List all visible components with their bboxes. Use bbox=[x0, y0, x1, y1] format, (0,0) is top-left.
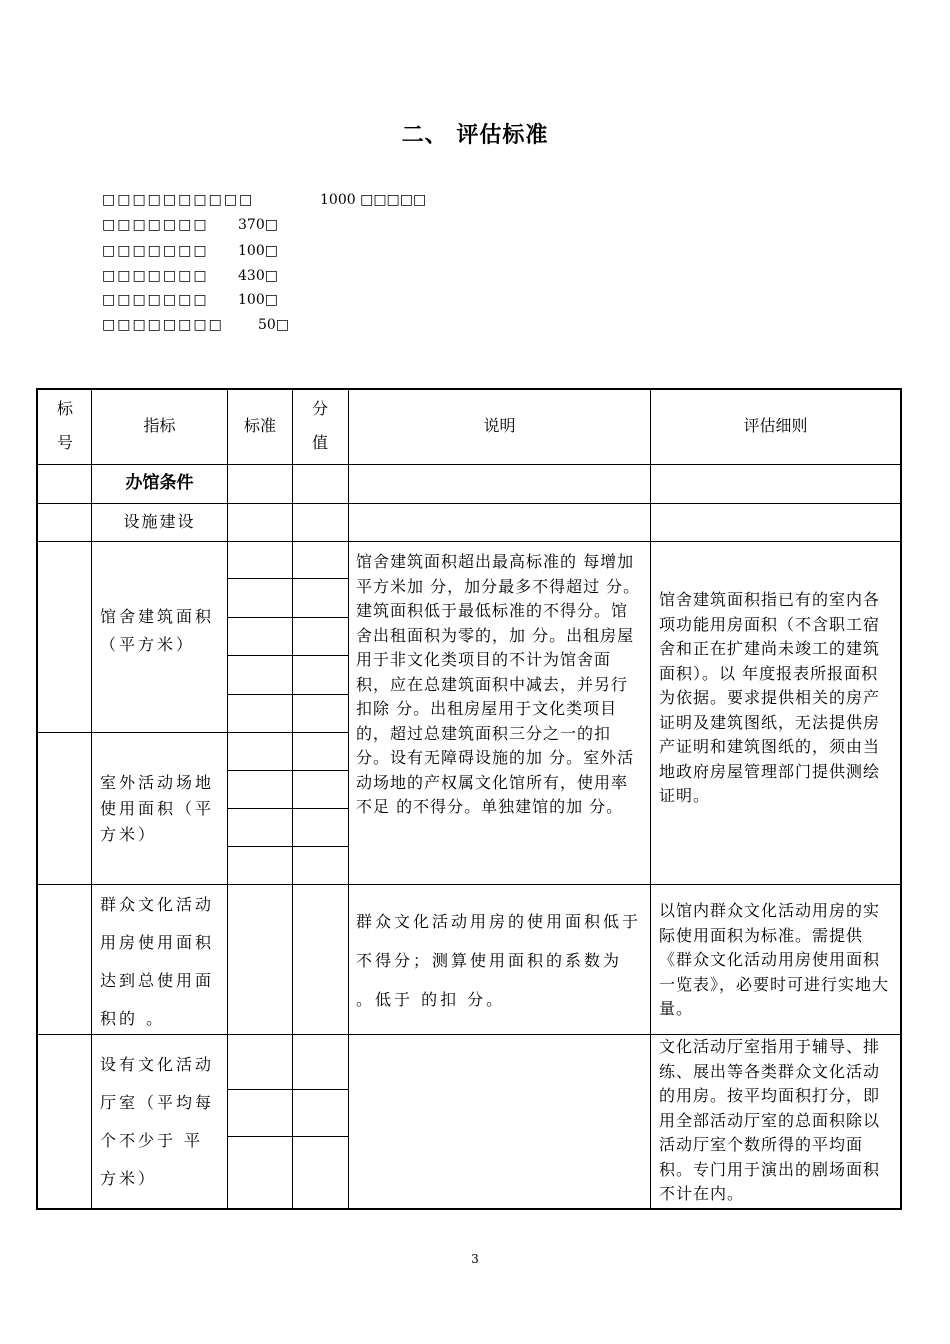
row-divider bbox=[36, 732, 348, 733]
row-divider bbox=[36, 464, 902, 465]
score-label: □□□□□□□ bbox=[102, 268, 209, 284]
header-standard: 标准 bbox=[243, 416, 276, 435]
indicator-mass-activity: 群众文化活动用房使用面积达到总使用面积的 。 bbox=[100, 895, 215, 1028]
header-rules: 评估细则 bbox=[743, 416, 808, 435]
header-score: 分值 bbox=[311, 399, 328, 452]
score-label: □□□□□□□ bbox=[102, 243, 209, 259]
indicator-activity-hall: 设有文化活动厅室（平均每个不少于 平方米） bbox=[100, 1055, 215, 1188]
section-title: 办馆条件 bbox=[125, 473, 194, 493]
indicator-building-area: 馆舍建筑面积（平方米） bbox=[100, 607, 215, 654]
table-border-right bbox=[900, 388, 902, 1210]
score-value: 370□ bbox=[238, 217, 278, 233]
row-divider bbox=[36, 884, 902, 885]
row-divider bbox=[36, 503, 902, 504]
rules-activity-hall: 文化活动厅室指用于辅导、排练、展出等各类群众文化活动的用房。按平均面积打分，即用全部活动厅室的总面积除以活动厅室个数所得的平均面积。专门用于演出的剧场面积不计在内。 bbox=[659, 1037, 881, 1203]
standard-subdivider bbox=[227, 578, 348, 579]
page-number: 3 bbox=[471, 1252, 479, 1266]
description-building: 馆舍建筑面积超出最高标准的 每增加 平方米加 分，加分最多不得超过 分。建筑面积低于最低标准的不得分。馆舍出租面积为零的，加 分。出租房屋用于非文化类项目的不计为馆舍面积，应在总建筑面积中减去，并另行扣除 分。出租房屋用于文化类项目的，超过总建筑面积三分之一的扣 分。设有无障碍设施的加 分。室外活动场地的产权属文化馆所有，使用率不足 的不得分。单独建馆的加 分。 bbox=[356, 552, 641, 816]
column-divider bbox=[292, 388, 293, 1210]
header-description: 说明 bbox=[483, 416, 516, 435]
score-value: 100□ bbox=[238, 292, 278, 308]
header-code: 标号 bbox=[56, 399, 73, 452]
column-divider bbox=[227, 388, 228, 1210]
standard-subdivider bbox=[227, 808, 348, 809]
standard-subdivider bbox=[227, 770, 348, 771]
score-value: 50□ bbox=[258, 317, 290, 333]
indicator-outdoor-area: 室外活动场地使用面积（平方米） bbox=[100, 773, 215, 844]
page-heading: 二、 评估标准 bbox=[401, 123, 549, 148]
subsection-title: 设施建设 bbox=[123, 512, 196, 531]
evaluation-table bbox=[36, 388, 902, 1210]
standard-subdivider bbox=[227, 617, 348, 618]
standard-subdivider bbox=[227, 694, 348, 695]
score-value: 430□ bbox=[238, 268, 278, 284]
column-divider bbox=[650, 388, 651, 1210]
rules-mass-activity: 以馆内群众文化活动用房的实际使用面积为标准。需提供《群众文化活动用房使用面积一览表》，必要时可进行实地大量。 bbox=[659, 901, 890, 1018]
score-value: 100□ bbox=[238, 243, 278, 259]
row-divider bbox=[36, 541, 902, 542]
standard-subdivider bbox=[227, 1089, 348, 1090]
table-border-bottom bbox=[36, 1208, 902, 1210]
standard-subdivider bbox=[227, 846, 348, 847]
score-label: □□□□□□□ bbox=[102, 217, 209, 233]
score-label: □□□□□□□□ bbox=[102, 317, 224, 333]
score-label: □□□□□□□□□□ bbox=[102, 192, 255, 208]
rules-building: 馆舍建筑面积指已有的室内各项功能用房面积（不含职工宿舍和正在扩建尚未竣工的建筑面积）。以 年度报表所报面积为依据。要求提供相关的房产证明及建筑图纸，无法提供房产证明和建筑图纸的，须由当地政府房屋管理部门提供测绘证明。 bbox=[659, 590, 881, 805]
score-value: 1000 □□□□□ bbox=[320, 192, 427, 208]
header-indicator: 指标 bbox=[143, 416, 176, 435]
column-divider bbox=[348, 388, 349, 1210]
description-mass-activity: 群众文化活动用房的使用面积低于 不得分；测算使用面积的系数为 。低于 的扣 分。 bbox=[356, 912, 642, 1009]
table-border-left bbox=[36, 388, 38, 1210]
standard-subdivider bbox=[227, 655, 348, 656]
score-label: □□□□□□□ bbox=[102, 292, 209, 308]
table-border-top bbox=[36, 388, 902, 390]
standard-subdivider bbox=[227, 1136, 348, 1137]
